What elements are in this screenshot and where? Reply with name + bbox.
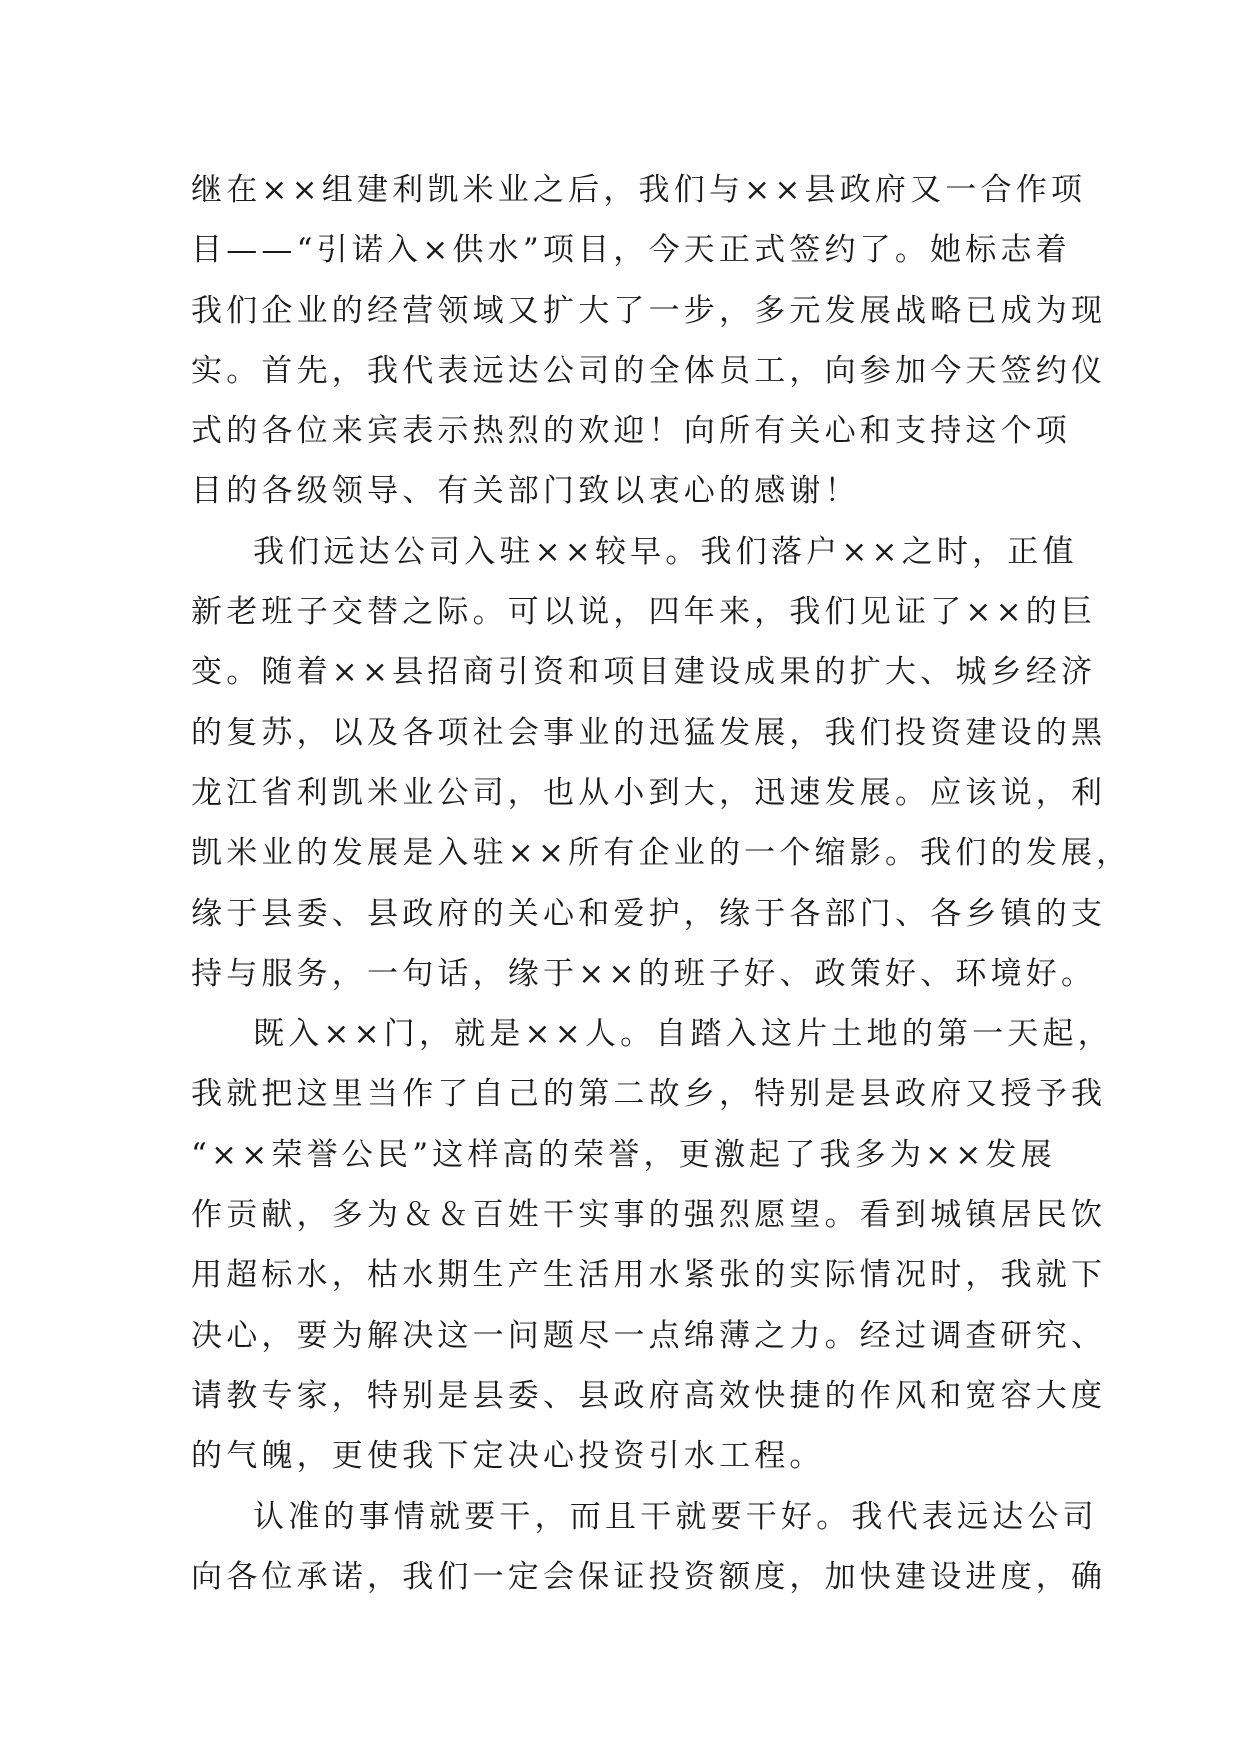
text-line: 我们企业的经营领域又扩大了一步，多元发展战略已成为现	[191, 292, 1107, 329]
text-line: 目——“引诺入×供水”项目，今天正式签约了。她标志着	[191, 232, 1071, 269]
text-line: 用超标水，枯水期生产生活用水紧张的实际情况时，我就下	[191, 1257, 1107, 1294]
paragraph-4	[191, 1487, 1107, 1608]
text-line: 决心，要为解决这一问题尽一点绵薄之力。经过调查研究、	[191, 1317, 1107, 1354]
text-line: 的复苏，以及各项社会事业的迅猛发展，我们投资建设的黑	[191, 714, 1107, 751]
text-line: 我就把这里当作了自己的第二故乡，特别是县政府又授予我	[191, 1076, 1107, 1113]
text-line: 实。首先，我代表远达公司的全体员工，向参加今天签约仪	[191, 352, 1107, 389]
text-line: 向各位承诺，我们一定会保证投资额度，加快建设进度，确	[191, 1558, 1107, 1595]
paragraph-3	[191, 1004, 1113, 1486]
text-line: 的气魄，更使我下定决心投资引水工程。	[191, 1438, 825, 1475]
document-body	[191, 160, 1132, 1607]
text-line: 既入××门，就是××人。自踏入这片土地的第一天起，	[253, 1016, 1113, 1053]
text-line: 目的各级领导、有关部门致以衷心的感谢！	[191, 473, 860, 510]
text-line: 缘于县委、县政府的关心和爱护，缘于各部门、各乡镇的支	[191, 895, 1107, 932]
text-line: 龙江省利凯米业公司，也从小到大，迅速发展。应该说，利	[191, 774, 1107, 811]
text-line: 变。随着××县招商引资和项目建设成果的扩大、城乡经济	[191, 654, 1097, 691]
text-line: “××荣誉公民”这样高的荣誉，更激起了我多为××发展	[191, 1136, 1056, 1173]
paragraph-2	[191, 522, 1132, 1004]
text-line: 新老班子交替之际。可以说，四年来，我们见证了××的巨	[191, 594, 1097, 631]
text-line: 我们远达公司入驻××较早。我们落户××之时，正值	[253, 533, 1078, 570]
text-line: 持与服务，一句话，缘于××的班子好、政策好、环境好。	[191, 955, 1097, 992]
text-line: 凯米业的发展是入驻××所有企业的一个缩影。我们的发展，	[191, 835, 1132, 872]
text-line: 认准的事情就要干，而且干就要干好。我代表远达公司	[253, 1498, 1098, 1535]
text-line: 作贡献，多为＆＆百姓干实事的强烈愿望。看到城镇居民饮	[191, 1197, 1107, 1234]
text-line: 继在××组建利凯米业之后，我们与××县政府又一合作项	[191, 172, 1087, 208]
text-line: 式的各位来宾表示热烈的欢迎！向所有关心和支持这个项	[191, 413, 1071, 450]
paragraph-1	[191, 160, 1107, 522]
text-line: 请教专家，特别是县委、县政府高效快捷的作风和宽容大度	[191, 1377, 1107, 1414]
